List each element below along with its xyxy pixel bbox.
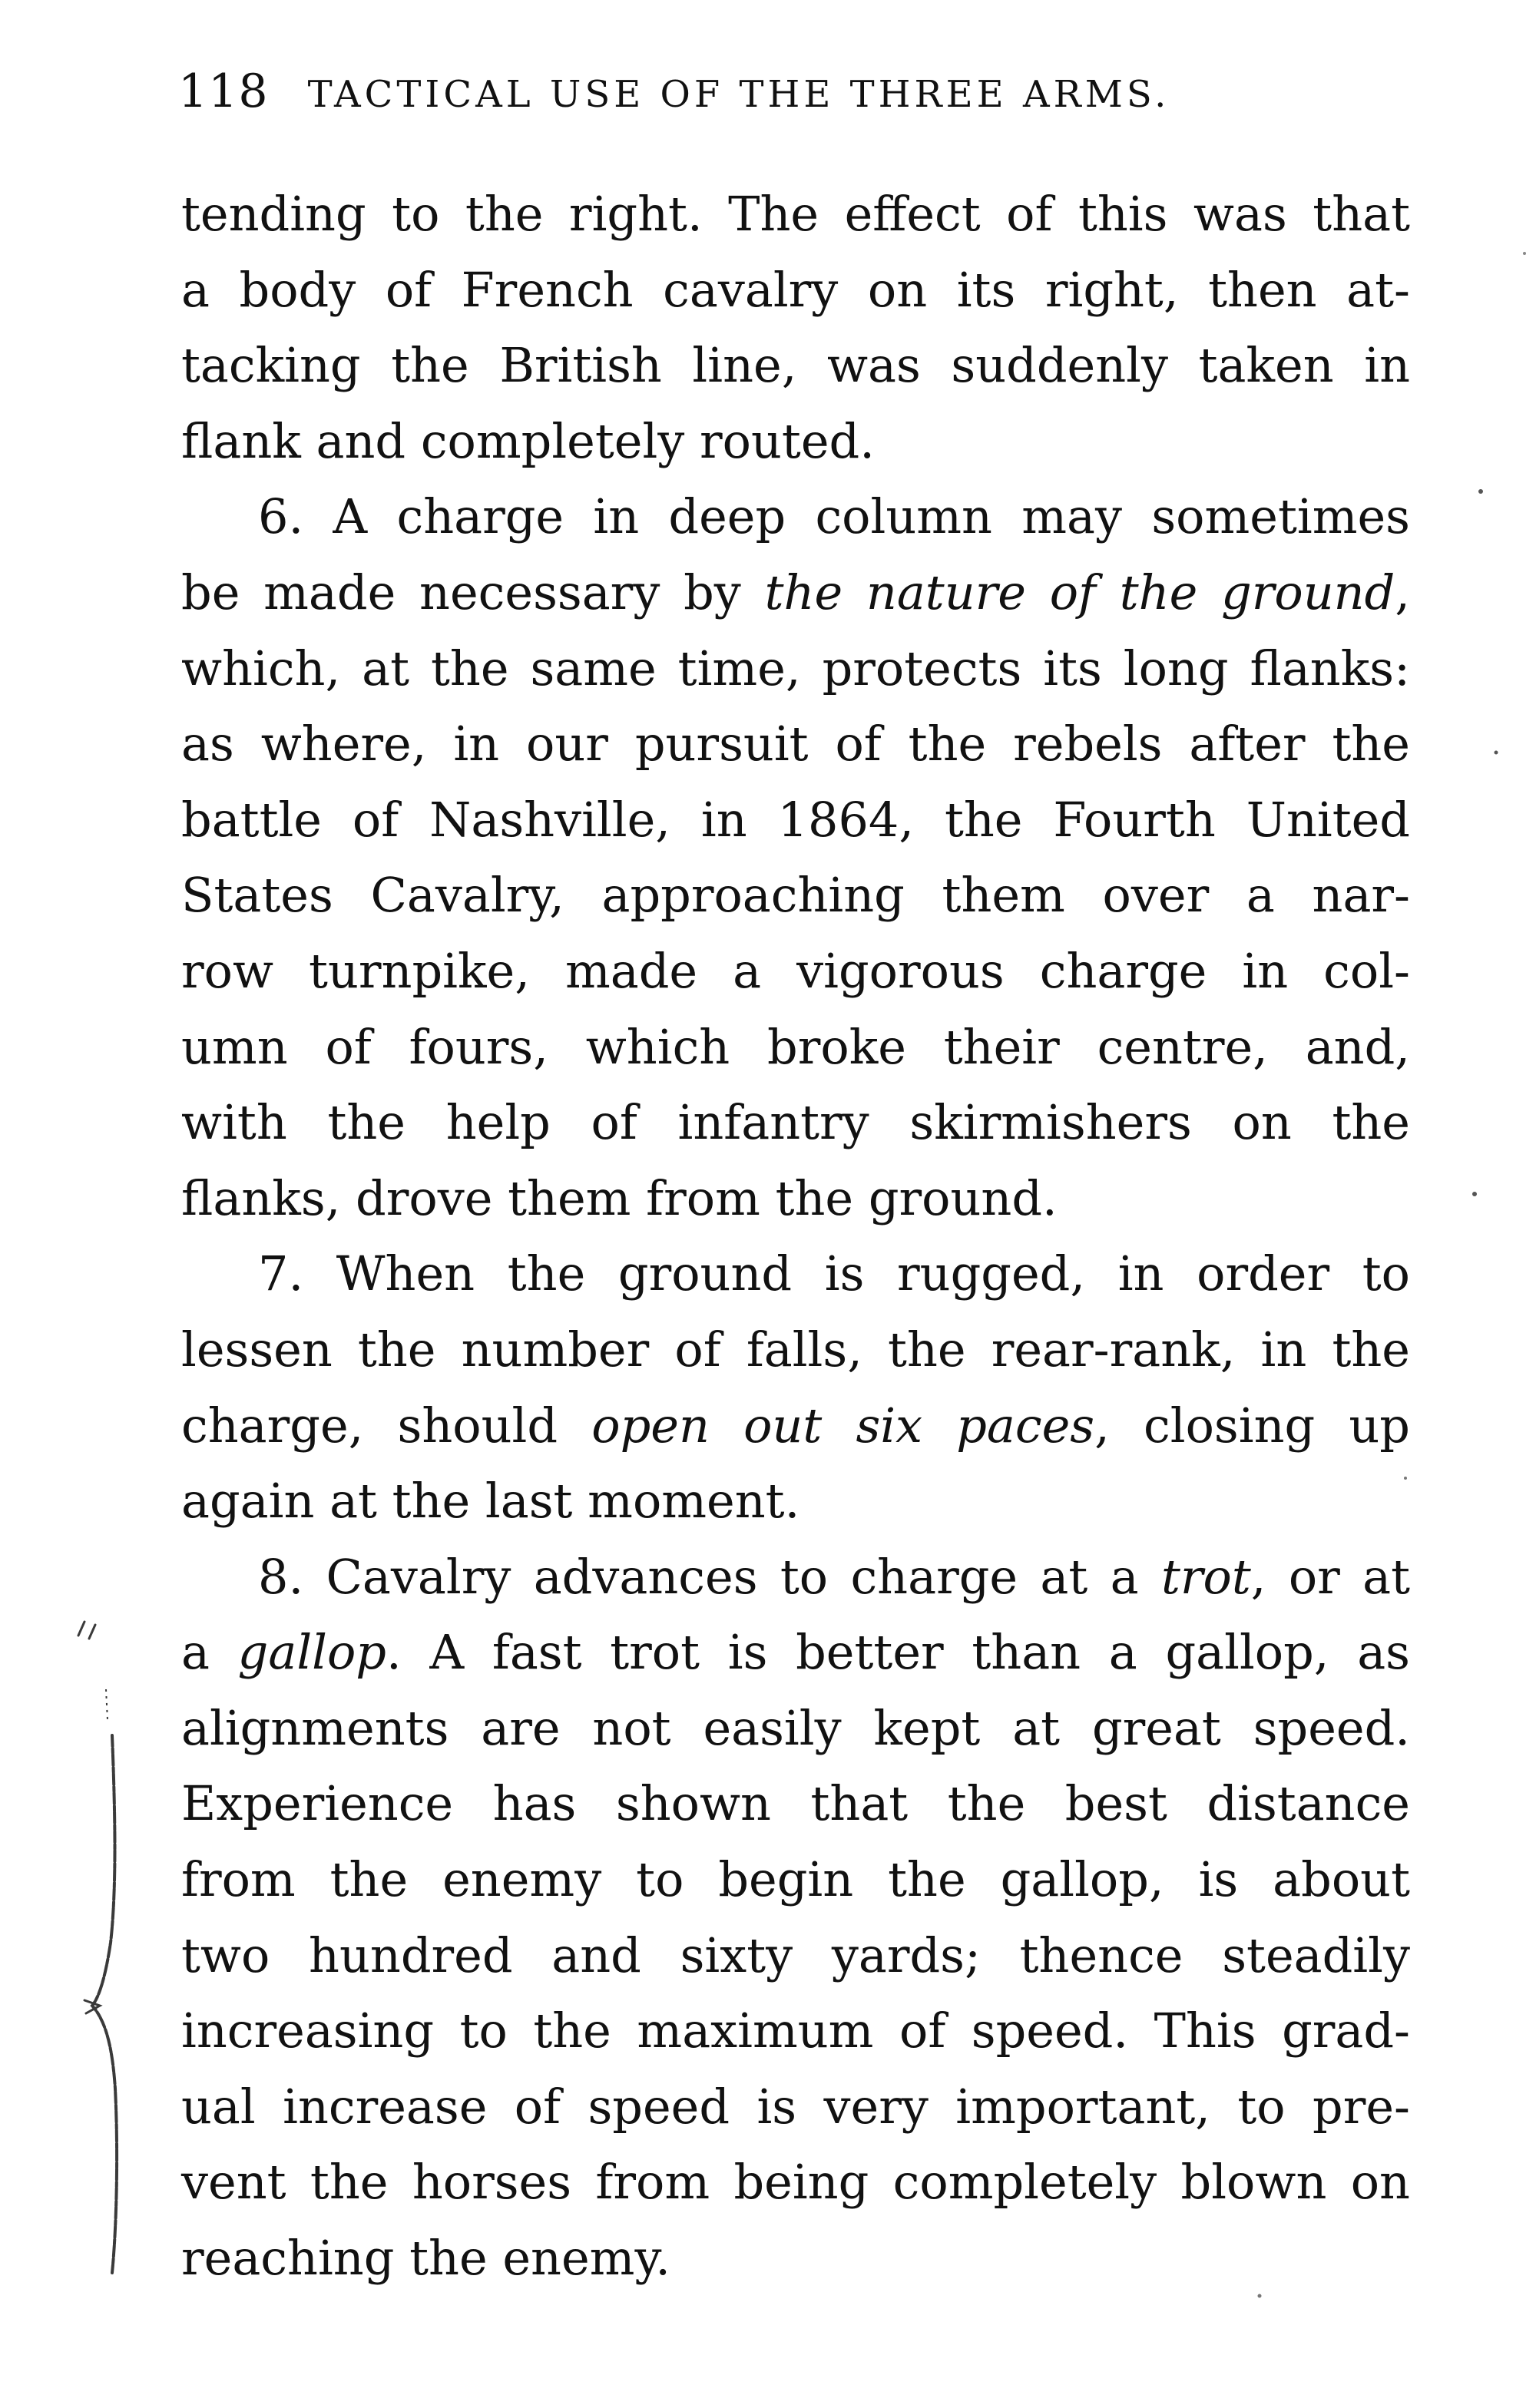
paragraph-7-start: 7. When the ground is rugged, in order to bbox=[258, 1245, 1410, 1302]
text-line: ual increase of speed is very important, to pre- bbox=[181, 2078, 1410, 2135]
text-run: , or at bbox=[1250, 1548, 1411, 1605]
text-line: two hundred and sixty yards; thence steadily bbox=[181, 1927, 1410, 1983]
page-number: 118 bbox=[178, 64, 269, 118]
text-line: flank and completely routed. bbox=[181, 412, 875, 469]
italic-phrase: open out six paces bbox=[591, 1397, 1095, 1454]
body-text bbox=[181, 177, 1410, 2297]
text-line bbox=[181, 1388, 1410, 1464]
text-line: which, at the same time, protects its long flanks: bbox=[181, 640, 1410, 696]
text-line: alignments are not easily kept at great speed. bbox=[181, 1699, 1410, 1756]
text-line: battle of Nashville, in 1864, the Fourth United bbox=[181, 791, 1410, 848]
italic-word: trot bbox=[1160, 1548, 1251, 1605]
text-line: tending to the right. The effect of this was that bbox=[181, 186, 1410, 242]
text-run: , closing up bbox=[1094, 1397, 1410, 1454]
text-line: Experience has shown that the best distance bbox=[181, 1775, 1410, 1832]
text-line: as where, in our pursuit of the rebels after the bbox=[181, 716, 1410, 772]
text-run: charge, should bbox=[181, 1397, 592, 1454]
text-line: a body of French cavalry on its right, then at- bbox=[181, 261, 1410, 318]
text-line: row turnpike, made a vigorous charge in col- bbox=[181, 942, 1410, 999]
text-line: increasing to the maximum of speed. This grad- bbox=[181, 2003, 1410, 2059]
text-line: States Cavalry, approaching them over a nar- bbox=[181, 867, 1410, 924]
text-run: be made necessary by bbox=[181, 564, 765, 620]
text-line: lessen the number of falls, the rear-rank, in the bbox=[181, 1321, 1410, 1378]
pencil-bracket-annotation-icon bbox=[61, 1612, 146, 2288]
text-line: tacking the British line, was suddenly taken in bbox=[181, 337, 1410, 394]
text-line: from the enemy to begin the gallop, is about bbox=[181, 1851, 1410, 1908]
running-head bbox=[178, 64, 1422, 126]
text-line: reaching the enemy. bbox=[181, 2230, 670, 2287]
text-run: a bbox=[181, 1624, 238, 1681]
text-line bbox=[181, 1615, 1410, 1691]
text-line: with the help of infantry skirmishers on the bbox=[181, 1094, 1410, 1151]
text-run: . A fast trot is better than a gallop, as bbox=[386, 1624, 1410, 1681]
text-run: , bbox=[1395, 564, 1410, 620]
text-line bbox=[181, 555, 1410, 631]
running-title: TACTICAL USE OF THE THREE ARMS. bbox=[307, 73, 1170, 116]
text-line: umn of fours, which broke their centre, and, bbox=[181, 1018, 1410, 1075]
text-line: vent the horses from being completely blown on bbox=[181, 2154, 1410, 2211]
italic-word: gallop bbox=[237, 1624, 386, 1681]
paragraph-8-start bbox=[181, 1540, 1410, 1616]
text-line: again at the last moment. bbox=[181, 1473, 800, 1530]
paragraph-6-start: 6. A charge in deep column may sometimes bbox=[258, 488, 1410, 545]
text-line: flanks, drove them from the ground. bbox=[181, 1169, 1058, 1226]
italic-phrase: the nature of the ground bbox=[764, 564, 1395, 620]
text-run: 8. Cavalry advances to charge at a bbox=[258, 1548, 1161, 1605]
